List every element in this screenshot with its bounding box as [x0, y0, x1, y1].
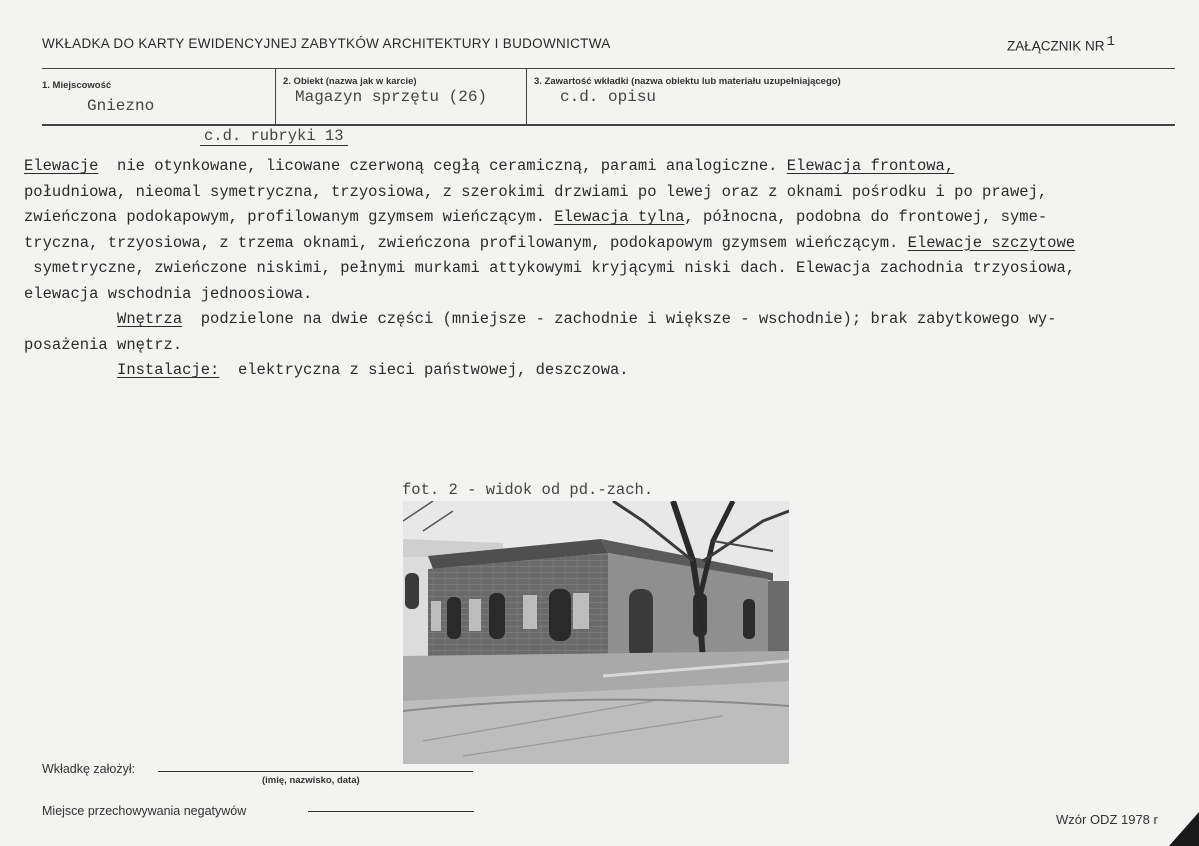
description-line: [24, 333, 1184, 359]
table-divider-2: [526, 68, 527, 125]
table-bottom-rule: [42, 124, 1175, 126]
description-line: [24, 180, 1184, 206]
description-text: elewacja wschodnia jednoosiowa.: [24, 284, 313, 303]
description-line: [24, 256, 1184, 282]
form-title: WKŁADKA DO KARTY EWIDENCYJNEJ ZABYTKÓW ARCHITEKTURY I BUDOWNICTWA: [42, 36, 611, 51]
description-text: symetryczne, zwieńczone niskimi, pełnymi murkami attykowymi kryjącymi niski dach. Elewacja zachodnia trzyosiowa,: [24, 259, 1076, 277]
description-text: podzielone na dwie części (mniejsze - zachodnie i większe - wschodnie); brak zabytkowego wy-: [182, 310, 1057, 328]
description-body: [24, 154, 1184, 384]
field-content-label: 3. Zawartość wkładki (nazwa obiektu lub materiału uzupełniającego): [534, 76, 841, 87]
description-line: [24, 205, 1184, 231]
underlined-heading: Elewacje szczytowe: [907, 233, 1076, 252]
page-corner: [1169, 812, 1199, 846]
field-locality-label: 1. Miejscowość: [42, 80, 112, 91]
description-text: nie otynkowane, licowane czerwoną cegłą ceramiczną, parami analogiczne.: [98, 157, 787, 175]
description-text: [24, 310, 117, 328]
description-line: [24, 307, 1184, 333]
description-text: tryczna, trzyosiowa, z trzema oknami, zwieńczona profilowanym, podokapowym gzymsem wieńczącym.: [24, 233, 908, 252]
description-text: południowa, nieomal symetryczna, trzyosiowa, z szerokimi drzwiami po lewej oraz z oknami pośrodku i po prawej,: [24, 182, 1048, 201]
photo-caption: fot. 2 - widok od pd.-zach.: [402, 481, 654, 499]
table-top-rule: [42, 68, 1175, 69]
annex-number: [1007, 34, 1115, 54]
annex-label: ZAŁĄCZNIK NR: [1007, 38, 1105, 54]
field-content-value: c.d. opisu: [560, 88, 657, 106]
field-locality-value: Gniezno: [87, 97, 155, 115]
underlined-heading: Elewacja frontowa,: [786, 157, 955, 175]
inserted-by-hint: (imię, nazwisko, data): [262, 775, 360, 786]
inserted-by-line: [158, 771, 473, 772]
rubric-heading: c.d. rubryki 13: [200, 127, 348, 146]
underlined-heading: Elewacja tylna: [554, 208, 685, 226]
description-text: , północna, podobna do frontowej, syme-: [684, 208, 1048, 226]
form-code: Wzór ODZ 1978 r: [1056, 812, 1158, 827]
description-text: posażenia wnętrz.: [24, 335, 183, 354]
table-divider-1: [275, 68, 276, 125]
negatives-location-line: [308, 811, 474, 812]
description-text: zwieńczona podokapowym, profilowanym gzymsem wieńczącym.: [24, 208, 555, 226]
description-line: [24, 231, 1184, 257]
description-line: [24, 282, 1184, 308]
description-line: [24, 358, 1184, 384]
field-object-value: Magazyn sprzętu (26): [295, 88, 488, 106]
underlined-heading: Instalacje:: [117, 361, 220, 379]
underlined-heading: Elewacje: [24, 157, 99, 175]
description-text: elektryczna z sieci państwowej, deszczowa.: [219, 361, 629, 379]
underlined-heading: Wnętrza: [117, 310, 183, 328]
building-photo: [403, 501, 789, 764]
description-line: [24, 154, 1184, 180]
field-object-label: 2. Obiekt (nazwa jak w karcie): [283, 76, 417, 87]
description-text: [24, 361, 117, 379]
annex-number-value: 1: [1106, 34, 1115, 50]
negatives-location-label: Miejsce przechowywania negatywów: [42, 804, 247, 818]
inserted-by-label: Wkładkę założył:: [42, 762, 136, 776]
